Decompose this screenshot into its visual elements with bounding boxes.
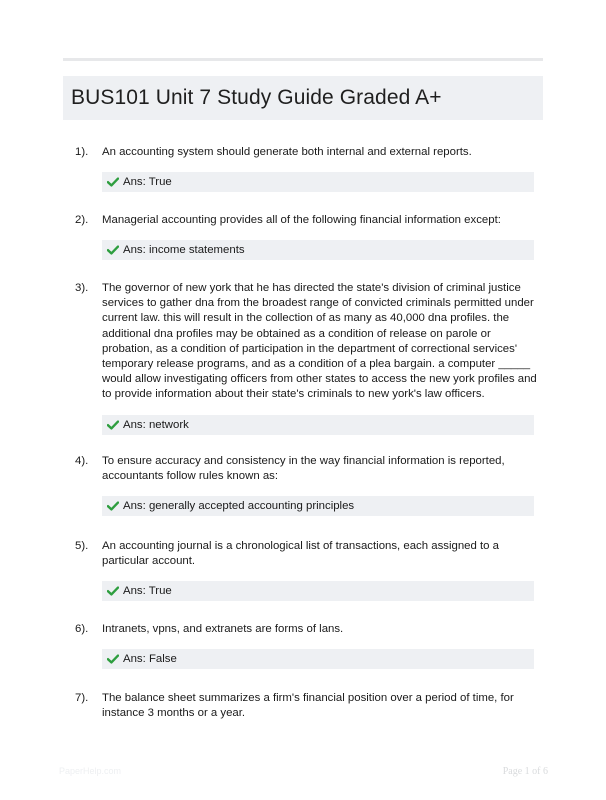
question-item: [63, 213, 543, 260]
question-text: The balance sheet summarizes a firm's financial position over a period of time, for instance 3 months or a year.: [102, 692, 514, 720]
page-number: Page 1 of 6: [502, 766, 548, 777]
question-number: 1).: [75, 146, 89, 158]
footer-watermark: PaperHelp.com: [59, 766, 122, 776]
check-icon: [107, 177, 119, 187]
question-item: [63, 539, 543, 601]
question-item: [63, 454, 543, 516]
question-item: [63, 691, 543, 721]
top-divider: [63, 58, 543, 61]
answer-text: Ans: True: [123, 176, 172, 189]
check-icon: [107, 245, 119, 255]
answer-box: [102, 496, 534, 516]
check-icon: [107, 501, 119, 511]
answer-box: [102, 240, 534, 260]
question-text: Intranets, vpns, and extranets are forms of lans.: [102, 623, 344, 635]
answer-box: [102, 172, 534, 192]
question-text: Managerial accounting provides all of the following financial information except:: [102, 214, 501, 226]
question-text: To ensure accuracy and consistency in the way financial information is reported, accountants follow rules known as:: [102, 455, 505, 483]
question-number: 7).: [75, 692, 89, 704]
document-title: BUS101 Unit 7 Study Guide Graded A+: [71, 86, 442, 109]
check-icon: [107, 420, 119, 430]
question-item: [63, 145, 543, 192]
check-icon: [107, 586, 119, 596]
answer-box: [102, 581, 534, 601]
answer-box: [102, 415, 534, 435]
answer-text: Ans: True: [123, 585, 172, 598]
question-number: 3).: [75, 282, 89, 294]
question-text: An accounting journal is a chronological list of transactions, each assigned to a particular account.: [102, 540, 500, 568]
answer-text: Ans: network: [123, 418, 189, 431]
question-text: An accounting system should generate both internal and external reports.: [102, 146, 472, 158]
question-number: 4).: [75, 455, 89, 467]
question-text: The governor of new york that he has directed the state's division of criminal justice services to gather dna from the broadest range of convicted criminals permitted under current law. this will result in the collection of as many as 40,000 dna profiles. the additional dna profiles may be obtained as a condition of release on parole or probation, as a condition of participation in the department of correctional services' temporary release programs, and as a condition of a plea bargain. a computer _____ would allow investigating officers from other states to access the new york profiles and to provide information about their state's criminals to new york's law officers.: [102, 282, 537, 401]
question-number: 5).: [75, 540, 89, 552]
question-number: 6).: [75, 623, 89, 635]
answer-text: Ans: generally accepted accounting principles: [123, 500, 355, 513]
title-bar: [63, 76, 543, 120]
answer-text: Ans: income statements: [123, 244, 245, 257]
question-item: [63, 281, 543, 435]
answer-text: Ans: False: [123, 653, 177, 666]
check-icon: [107, 654, 119, 664]
answer-box: [102, 649, 534, 669]
question-item: [63, 622, 543, 669]
question-number: 2).: [75, 214, 89, 226]
